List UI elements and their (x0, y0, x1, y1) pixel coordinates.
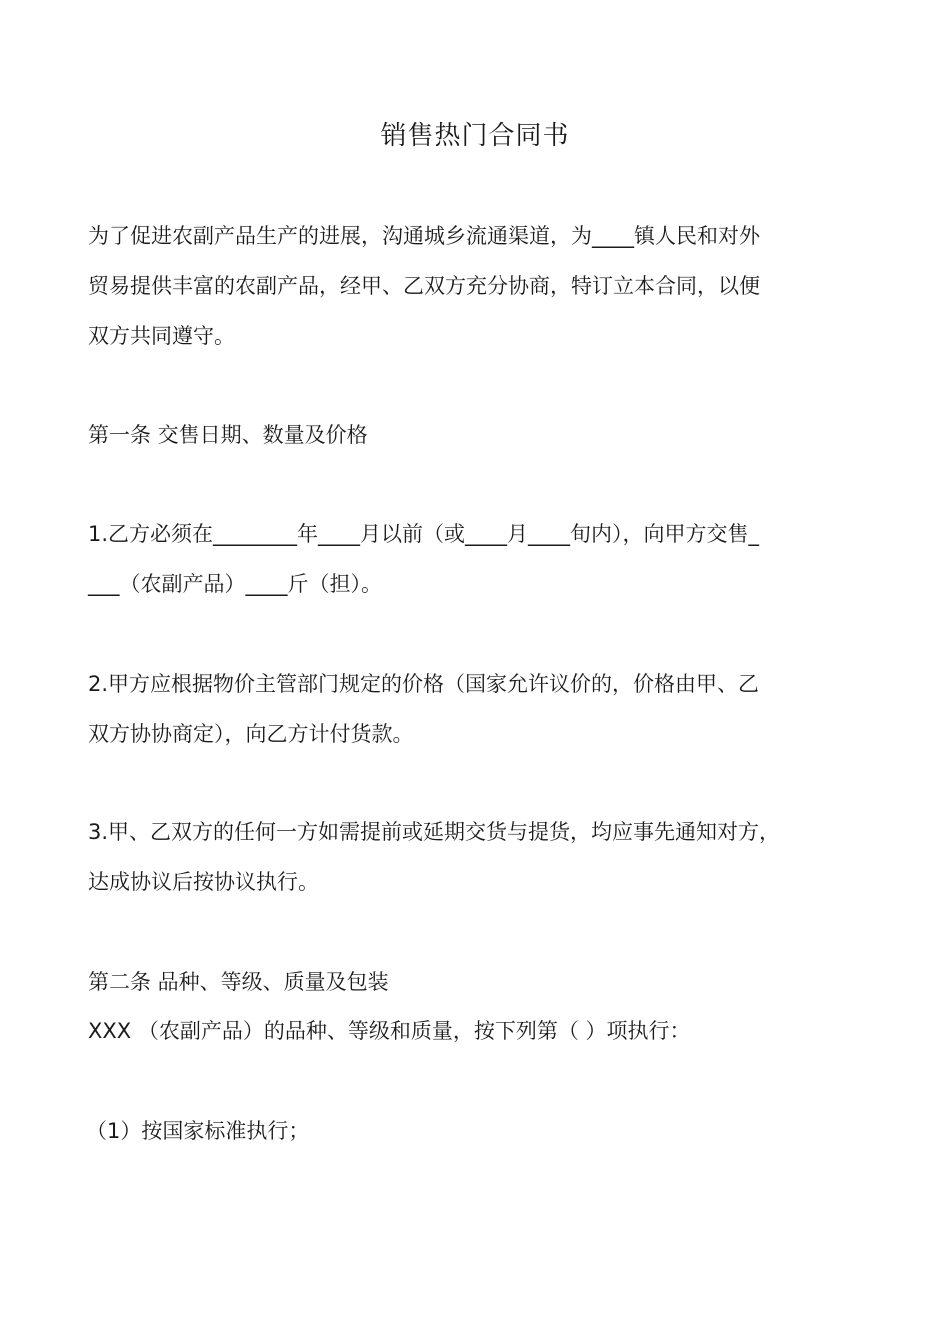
intro-paragraph (88, 211, 878, 361)
article1-heading: 第一条 交售日期、数量及价格 (88, 423, 368, 447)
article2-intro: XXX （农副产品）的品种、等级和质量，按下列第（ ）项执行： (88, 1019, 691, 1043)
intro-line: 双方共同遵守。 (88, 324, 235, 348)
clause1-line: 1.乙方必须在________年____月以前（或____月____旬内），向甲方交售_ (88, 522, 760, 546)
intro-line: 贸易提供丰富的农副产品，经甲、乙双方充分协商，特订立本合同，以便 (88, 274, 760, 298)
clause3-paragraph (88, 807, 878, 907)
clause2-line: 双方协协商定），向乙方计付货款。 (88, 722, 414, 746)
clause2-line: 2.甲方应根据物价主管部门规定的价格（国家允许议价的，价格由甲、乙 (88, 672, 760, 696)
clause1-line: ___（农副产品）____斤（担）。 (88, 572, 382, 596)
article2-heading: 第二条 品种、等级、质量及包装 (88, 970, 389, 994)
document-title: 销售热门合同书 (380, 121, 570, 151)
clause3-line: 3.甲、乙双方的任何一方如需提前或延期交货与提货，均应事先通知对方， (88, 820, 781, 844)
article2-item-1: （1）按国家标准执行； (86, 1119, 310, 1143)
clause3-line: 达成协议后按协议执行。 (88, 870, 319, 894)
clause2-paragraph (88, 659, 878, 759)
intro-line: 为了促进农副产品生产的进展，沟通城乡流通渠道，为____镇人民和对外 (88, 224, 760, 248)
clause1-paragraph (88, 509, 878, 609)
